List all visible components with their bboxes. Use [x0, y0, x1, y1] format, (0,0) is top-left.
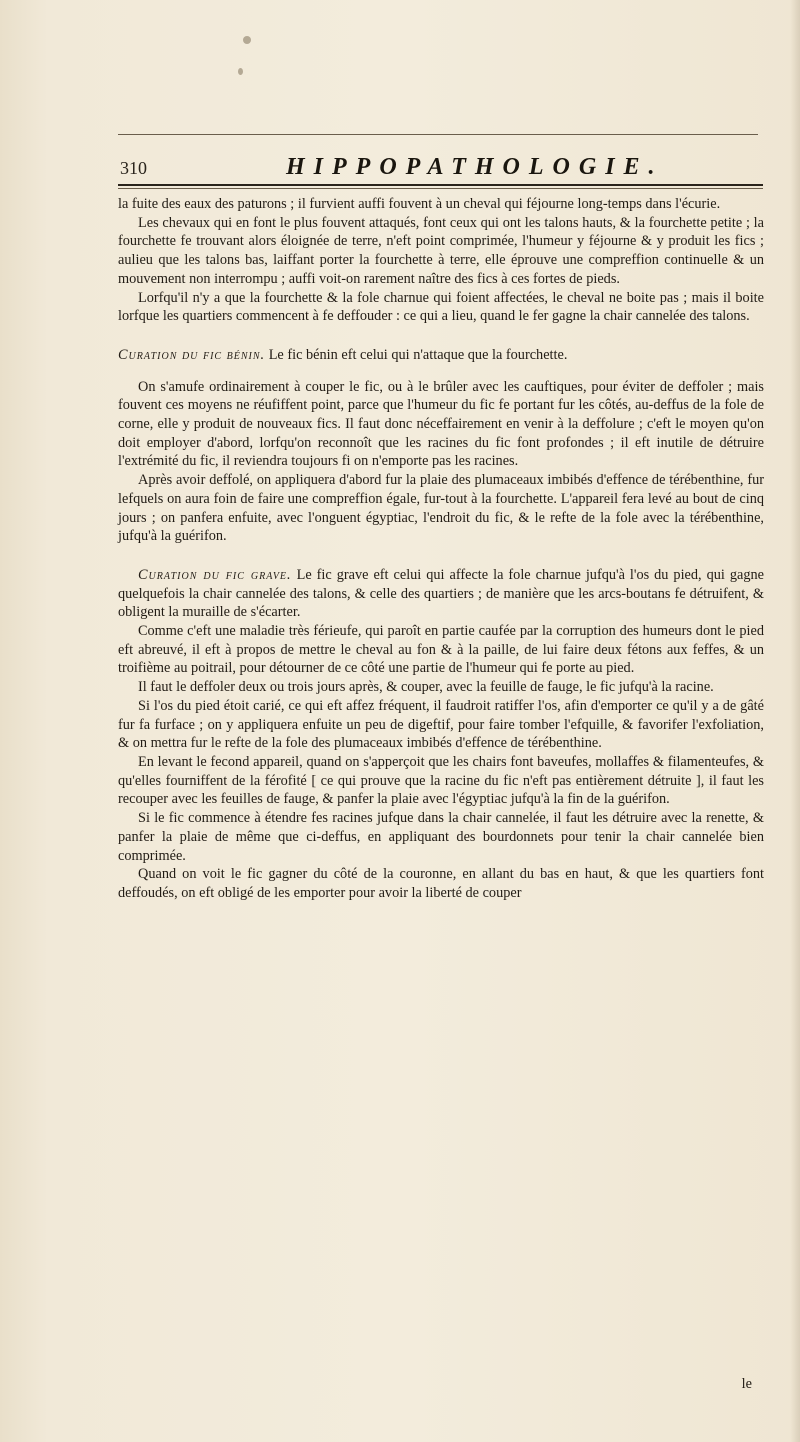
running-title: HIPPOPATHOLOGIE.: [286, 154, 664, 180]
paragraph: Si l'os du pied étoit carié, ce qui eft affez fréquent, il faudroit ratiffer l'os, afin d'emporter ce qu'il y a de gâté fur fa furface ; on y appliquera enfuite un peu de digeftif, pour faire tomber l'efquille, & favorifer l'exfoliation, & on mettra fur le refte de la fole des plumaceaux imbibés d'effence de térébenthine.: [118, 697, 764, 752]
ink-stain: [243, 36, 251, 44]
paragraph: On s'amufe ordinairement à couper le fic, ou à le brûler avec les cauftiques, pour éviter de deffoler ; mais fouvent ces moyens ne réufiffent point, parce que l'humeur du fic fe portant fur les côtés, au-deffus de la fole de corne, elle y produit de nouveaux fics. Il faut donc néceffairement en venir à la deffolure ; c'eft le moyen qu'on doit employer d'abord, lorfqu'on reconnoît que les racines du fic font profondes ; il eft inutile de détruire l'extrémité du fic, il reviendra toujours fi on n'emporte pas les racines.: [118, 378, 764, 470]
paragraph-text: Le fic bénin eft celui qui n'attaque que la fourchette.: [268, 346, 568, 363]
section-heading: Curation du fic bénin.: [118, 346, 266, 363]
paragraph-text: Le fic grave eft celui qui affecte la fole charnue jufqu'à l'os du pied, qui gagne quelquefois la chair cannelée des talons, & celle des quartiers ; de manière que les arcs-boutans fe détruifent, & obligent la muraille de s'écarter.: [118, 566, 764, 621]
page-number: 310: [120, 158, 147, 178]
paragraph: En levant le fecond appareil, quand on s'apperçoit que les chairs font baveufes, mollaffes & filamenteufes, & qu'elles fourniffent de la férofité [ ce qui prouve que la racine du fic n'eft pas entièrement détruite ], il faut les recouper avec les feuilles de fauge, & panfer la plaie avec l'égyptiac jufqu'à la fin de la guérifon.: [118, 753, 764, 808]
paragraph: la fuite des eaux des paturons ; il furvient auffi fouvent à un cheval qui féjourne long-temps dans l'écurie.: [118, 196, 721, 212]
page-edge-shadow: [790, 0, 800, 1442]
paragraph: Quand on voit le fic gagner du côté de la couronne, en allant du bas en haut, & que les quartiers font deffoudés, on eft obligé de les emporter pour avoir la liberté de couper: [118, 866, 764, 901]
paragraph: Après avoir deffolé, on appliquera d'abord fur la plaie des plumaceaux imbibés d'effence de térébenthine, fur lefquels on aura foin de faire une compreffion égale, fur-tout à la fourchette. L'appareil fera levé au bout de cinq jours ; on panfera enfuite, avec l'onguent égyptiac, l'endroit du fic, & le refte de la fole avec la térébenthine, jufqu'à la guérifon.: [118, 472, 764, 545]
paragraph: Il faut le deffoler deux ou trois jours après, & couper, avec la feuille de fauge, le fic jufqu'à la racine.: [138, 679, 714, 696]
paragraph: Lorfqu'il n'y a que la fourchette & la fole charnue qui foient affectées, le cheval ne boite pas ; mais il boite lorfque les quartiers commencent à fe deffouder : ce qui a lieu, quand le fer gagne la chair cannelée des talons.: [118, 289, 764, 325]
header-rule-thin: [118, 188, 763, 189]
paragraph: Si le fic commence à étendre fes racines jufque dans la chair cannelée, il faut les détruire avec la renette, & panfer la plaie de même que ci-deffus, en appliquant des bourdonnets pour tenir la chair cannelée bien comprimée.: [118, 810, 764, 864]
paragraph: Comme c'eft une maladie très férieufe, qui paroît en partie caufée par la corruption des humeurs dont le pied eft abreuvé, il eft à propos de mettre le cheval au fon & à la paille, de lui faire deux fétons aux feffes, & un troifième au poitrail, pour détourner de ce côté une partie de l'humeur qui fe porte au pied.: [118, 623, 764, 677]
ink-stain: [238, 68, 243, 75]
section-paragraph: [118, 346, 764, 365]
page-header: [118, 154, 758, 182]
section-heading: Curation du fic grave.: [138, 566, 292, 583]
catchword: le: [741, 1376, 752, 1392]
paragraph: Les chevaux qui en font le plus fouvent attaqués, font ceux qui ont les talons hauts, & la fourchette petite ; la fourchette fe trouvant alors éloignée de terre, n'eft point comprimée, l'humeur y féjourne & y produit les fics ; aulieu que les talons bas, laiffant porter la fourchette à terre, elle éprouve une compreffion continuelle & un mouvement non interrompu ; auffi voit-on rarement naître des fics à ces fortes de pieds.: [118, 214, 764, 287]
section-paragraph: [118, 566, 764, 622]
body-text: [118, 195, 764, 903]
header-rule: [118, 184, 763, 186]
top-rule: [118, 134, 758, 135]
